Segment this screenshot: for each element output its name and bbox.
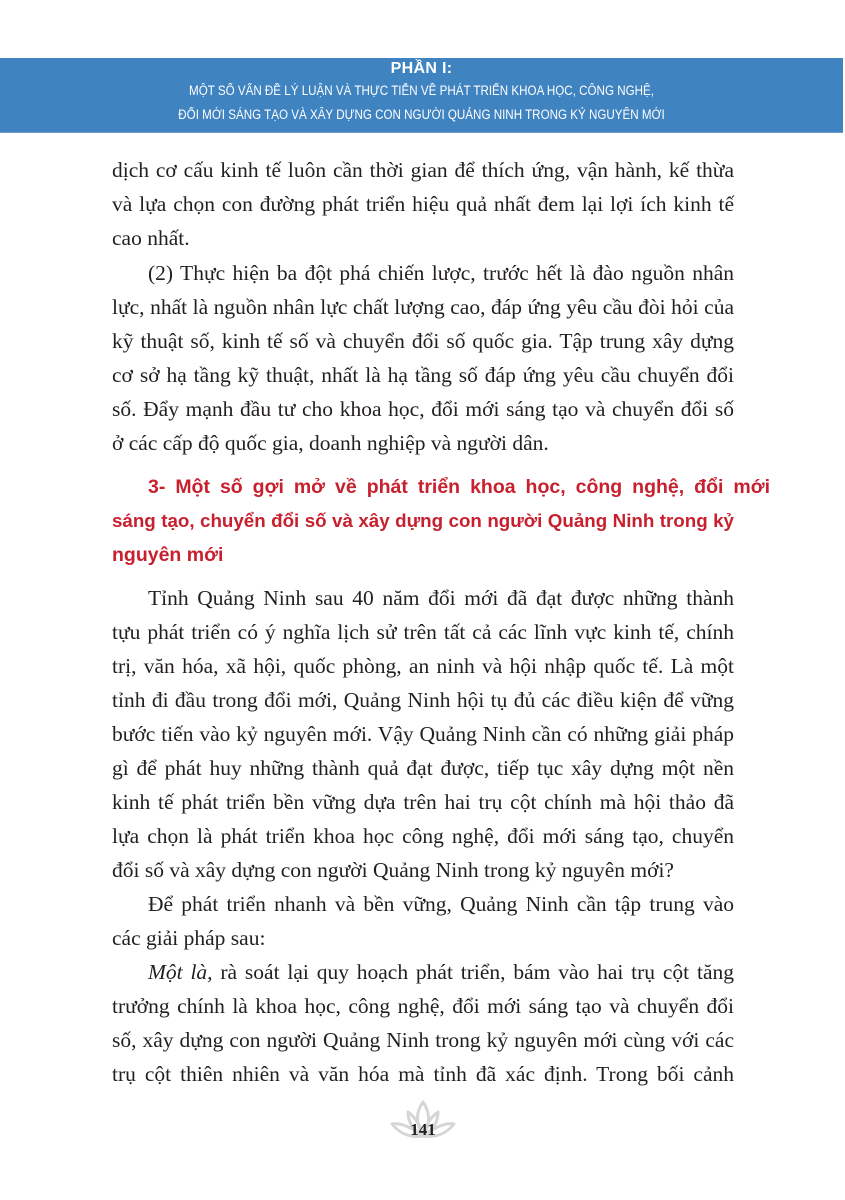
- body-line: số, xây dựng con người Quảng Ninh trong kỷ nguyên mới cùng với các: [112, 1028, 734, 1052]
- section-heading-line: nguyên mới: [112, 544, 224, 566]
- section-heading-line: 3- Một số gợi mở về phát triển khoa học, công nghệ, đổi mới: [148, 476, 770, 498]
- body-line: và lựa chọn con đường phát triển hiệu quả nhất đem lại lợi ích kinh tế: [112, 192, 734, 216]
- body-line: bước tiến vào kỷ nguyên mới. Vậy Quảng Ninh cần có những giải pháp: [112, 722, 734, 746]
- body-line: Tỉnh Quảng Ninh sau 40 năm đổi mới đã đạt được những thành: [148, 586, 734, 610]
- body-line: cao nhất.: [112, 226, 190, 250]
- body-line: trụ cột thiên nhiên và văn hóa mà tỉnh đã xác định. Trong bối cảnh: [112, 1062, 734, 1086]
- body-line: (2) Thực hiện ba đột phá chiến lược, trước hết là đào nguồn nhân: [148, 261, 734, 285]
- body-line: gì để phát huy những thành quả đạt được, tiếp tục xây dựng một nền: [112, 756, 734, 780]
- lead-rest: rà soát lại quy hoạch phát triển, bám vào hai trụ cột tăng: [212, 960, 734, 984]
- body-line: đổi số và xây dựng con người Quảng Ninh trong kỷ nguyên mới?: [112, 858, 674, 882]
- body-line: trị, văn hóa, xã hội, quốc phòng, an ninh và hội nhập quốc tế. Là một: [112, 654, 734, 678]
- page-footer: [378, 1098, 468, 1158]
- body-line: dịch cơ cấu kinh tế luôn cần thời gian để thích ứng, vận hành, kế thừa: [112, 158, 734, 182]
- body-line: lựa chọn là phát triển khoa học công nghệ, đổi mới sáng tạo, chuyển: [112, 824, 734, 848]
- body-line: lực, nhất là nguồn nhân lực chất lượng cao, đáp ứng yêu cầu đòi hỏi của: [112, 295, 734, 319]
- part-header-band: [0, 58, 843, 133]
- body-line: kinh tế phát triển bền vững dựa trên hai trụ cột chính mà hội thảo đã: [112, 790, 734, 814]
- body-line: các giải pháp sau:: [112, 926, 266, 950]
- page-number: 141: [410, 1120, 436, 1139]
- part-subtitle-line-1: MỘT SỐ VẤN ĐỀ LÝ LUẬN VÀ THỰC TIỄN VỀ PHÁT TRIỂN KHOA HỌC, CÔNG NGHỆ,: [189, 83, 654, 98]
- part-subtitle-line-2: ĐỔI MỚI SÁNG TẠO VÀ XÂY DỰNG CON NGƯỜI QUẢNG NINH TRONG KỶ NGUYÊN MỚI: [178, 107, 665, 122]
- body-line: số. Đẩy mạnh đầu tư cho khoa học, đổi mới sáng tạo và chuyển đổi số: [112, 397, 734, 421]
- body-line: cơ sở hạ tầng kỹ thuật, nhất là hạ tầng số đáp ứng yêu cầu chuyển đổi: [112, 363, 734, 387]
- body-line: trưởng chính là khoa học, công nghệ, đổi mới sáng tạo và chuyển đổi: [112, 994, 734, 1018]
- section-heading-line: sáng tạo, chuyển đổi số và xây dựng con người Quảng Ninh trong kỷ: [112, 510, 734, 531]
- italic-lead: Một là,: [148, 960, 213, 984]
- body-line: tựu phát triển có ý nghĩa lịch sử trên tất cả các lĩnh vực kinh tế, chính: [112, 620, 734, 644]
- body-line: Để phát triển nhanh và bền vững, Quảng Ninh cần tập trung vào: [148, 892, 734, 916]
- body-line-lead: [112, 955, 734, 989]
- body-line: kỹ thuật số, kinh tế số và chuyển đổi số quốc gia. Tập trung xây dựng: [112, 329, 734, 353]
- body-line: ở các cấp độ quốc gia, doanh nghiệp và người dân.: [112, 431, 549, 455]
- body-line: tỉnh đi đầu trong đổi mới, Quảng Ninh hội tụ đủ các điều kiện để vững: [112, 688, 734, 712]
- part-title: PHẦN I:: [390, 60, 453, 77]
